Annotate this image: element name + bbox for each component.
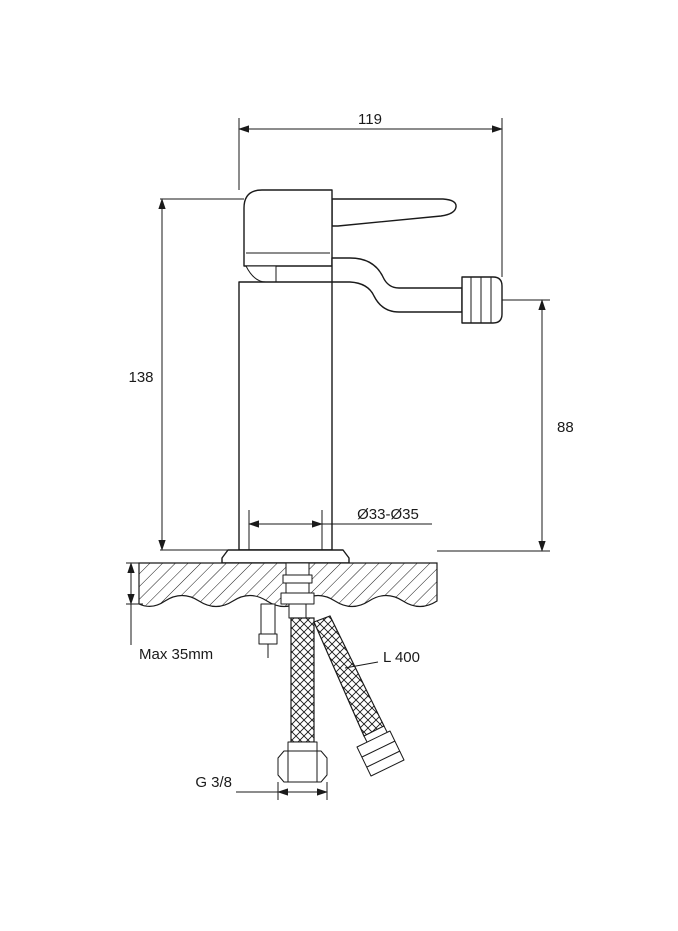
mounting-nut-2 <box>281 593 314 604</box>
braided-hose-left <box>291 618 314 742</box>
faucet-body-column <box>239 282 332 550</box>
dim-label-max-thickness: Max 35mm <box>139 646 214 663</box>
dim-label-base-diameter: Ø33-Ø35 <box>357 506 419 523</box>
dim-label-thread-size: G 3/8 <box>195 774 232 791</box>
mounting-nut-1 <box>283 575 312 583</box>
hose-left-ferrule <box>288 742 317 751</box>
dim-label-hose-length: L 400 <box>383 649 420 666</box>
lever-handle <box>332 199 456 226</box>
mounting-shank-2 <box>286 583 309 593</box>
shank-lower <box>289 604 306 618</box>
dim-label-height-total: 138 <box>128 369 154 386</box>
spout-arm <box>332 258 462 312</box>
dim-label-width-top: 119 <box>358 111 382 128</box>
handle-cartridge-housing <box>244 190 332 266</box>
hose-left-hex-nut <box>278 751 327 782</box>
dim-label-spout-height: 88 <box>557 419 574 436</box>
mounting-shank <box>286 563 309 575</box>
hose-right-hex-nut <box>357 731 404 776</box>
pull-rod <box>261 604 275 634</box>
braided-hose-right <box>314 616 384 736</box>
base-flange <box>222 550 349 563</box>
cartridge-pivot <box>246 266 276 282</box>
pull-rod-collar <box>259 634 277 644</box>
aerator-head <box>462 277 502 323</box>
faucet-geometry <box>139 190 502 782</box>
